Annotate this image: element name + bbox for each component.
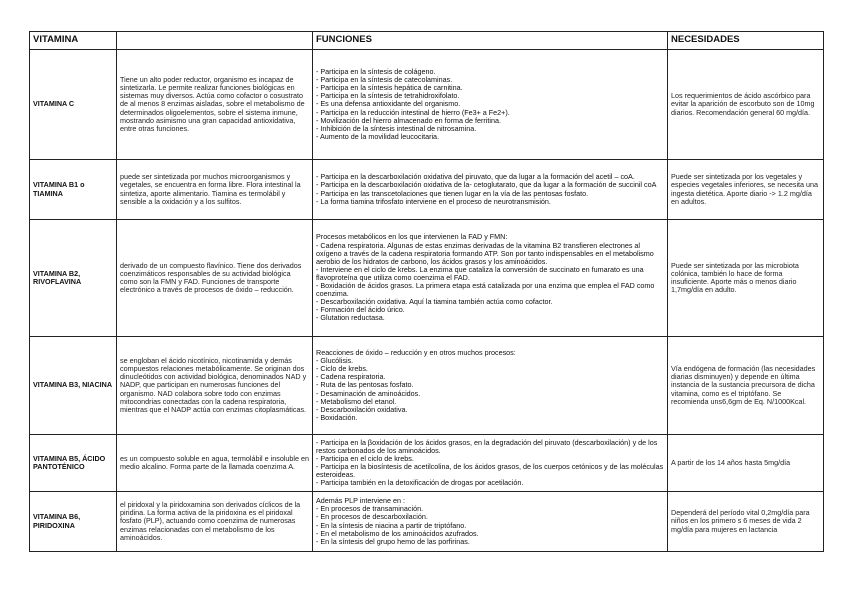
function-item: - Inhibición de la síntesis intestinal de nitrosamina. xyxy=(316,123,477,133)
function-item: - Boxidación. xyxy=(316,412,358,422)
vitamin-name: VITAMINA C xyxy=(30,50,117,160)
row-vitamina-b3 xyxy=(30,337,824,435)
function-item: - Movilización del hierro almacenado en forma de ferritina. xyxy=(316,115,501,125)
vitamin-functions xyxy=(313,220,668,337)
vitamin-name: VITAMINA B1 o TIAMINA xyxy=(30,160,117,220)
function-item: - Formación del ácido úrico. xyxy=(316,305,405,315)
function-item: - Participa también en la detoxificación de drogas por acetilación. xyxy=(316,478,524,488)
function-item: - Metabolismo del etanol. xyxy=(316,396,397,406)
header-vitamina: VITAMINA xyxy=(30,32,117,50)
header-necesidades: NECESIDADES xyxy=(668,32,824,50)
function-item: - En la síntesis de niacina a partir de triptófano. xyxy=(316,520,467,530)
row-vitamina-b6 xyxy=(30,492,824,552)
vitamin-functions xyxy=(313,160,668,220)
vitamin-needs: Vía endógena de formación (las necesidades diarias disminuyen) y depende en última instancia de la sustancia precursora de dicha vitamina, como es el triptófano. Se recomienda uns6,6gm de Eq. N/1000Kcal. xyxy=(668,337,824,435)
function-item: - Cadena respiratoria. xyxy=(316,372,386,382)
function-item: - En el metabolismo de los aminoácidos azufrados. xyxy=(316,528,479,538)
function-item: Procesos metabólicos en los que intervienen la FAD y FMN: xyxy=(316,232,508,242)
function-item: - Participa en la biosíntesis de acetilcolina, de los ácidos grasos, de los cuerpos cetónicos y de las moléculas esteroideas. xyxy=(316,462,664,480)
header-description xyxy=(117,32,313,50)
function-item: - En la síntesis del grupo hemo de las porfirinas. xyxy=(316,536,470,546)
function-item: - Ciclo de krebs. xyxy=(316,364,368,374)
function-item: Además PLP interviene en : xyxy=(316,496,405,506)
function-item: - Es una defensa antioxidante del organismo. xyxy=(316,99,461,109)
function-item: - Descarboxilación oxidativa. xyxy=(316,404,408,414)
vitamin-functions xyxy=(313,337,668,435)
function-item: - En procesos de transaminación. xyxy=(316,504,424,514)
vitamin-name: VITAMINA B5, ÁCIDO PANTOTÉNICO xyxy=(30,435,117,492)
header-funciones: FUNCIONES xyxy=(313,32,668,50)
vitamin-name: VITAMINA B2, RIVOFLAVINA xyxy=(30,220,117,337)
function-item: - Cadena respiratoria. Algunas de estas enzimas derivadas de la vitamina B2 transfieren electrones al oxígeno a través de la cadena respiratoria formando ATP. Son por tanto indispensables en el metabolismo aerobio de los hidratos de carbono, los ácidos grasos y los aminoácidos. xyxy=(316,240,654,266)
vitamins-table xyxy=(29,31,824,552)
function-item: - Participa en la descarboxilación oxidativa de la- cetoglutarato, que da lugar a la formación de succinil coA xyxy=(316,180,657,190)
function-item: - Participa en la descarboxilación oxidativa del piruvato, que da lugar a la formación del acetil – coA. xyxy=(316,172,635,182)
vitamin-needs: Puede ser sintetizada por los vegetales y especies vegetales inferiores, se necesita una ingesta dietética. Aporte diario -> 1.2 mg/día en adultos. xyxy=(668,160,824,220)
function-item: Reacciones de óxido – reducción y en otros muchos procesos: xyxy=(316,348,516,358)
function-item: - Participa en el ciclo de krebs. xyxy=(316,453,414,463)
vitamin-description: derivado de un compuesto flavínico. Tiene dos derivados coenzimáticos responsables de su actividad biológica como son la FMN y FAD. Funciones de transporte electrónico a través de procesos de óxido – reducción. xyxy=(117,220,313,337)
function-item: - Glutation reductasa. xyxy=(316,313,385,323)
function-item: - Participa en la reducción intestinal de hierro (Fe3+ a Fe2+). xyxy=(316,107,510,117)
function-item: - Participa en la síntesis de tetrahidroxifolato. xyxy=(316,91,460,101)
vitamin-description: Tiene un alto poder reductor, organismo es incapaz de sintetizarla. Le permite realizar funciones biológicas en sistemas muy diversos. Actúa como cofactor o cosustrato de al menos 8 enzimas aisladas, sobre el metabolismo de determinados oligoelementos, sobre el sistema inmune, mostrando asimismo una gran capacidad antioxidativa, entre otras funciones. xyxy=(117,50,313,160)
row-vitamina-b2 xyxy=(30,220,824,337)
function-item: - Boxidación de ácidos grasos. La primera etapa está catalizada por una enzima que emplea el FAD como coenzima. xyxy=(316,281,655,299)
function-item: - En procesos de descarboxilación. xyxy=(316,512,428,522)
function-item: - Participa en la síntesis de colágeno. xyxy=(316,67,436,77)
function-item: - Participa en las transcetolaciones que tienen lugar en la vía de las pentosas fosfato. xyxy=(316,188,589,198)
vitamin-description: el piridoxal y la piridoxamina son derivados cíclicos de la piridina. La forma activa de la piridoxina es el piridoxal fosfato (PLP), actuando como coenzima de numerosas enzimas relacionadas con el metabolismo de los aminoácidos. xyxy=(117,492,313,552)
vitamin-needs: Los requerimientos de ácido ascórbico para evitar la aparición de escorbuto son de 10mg diarios. Recomendación general 60 mg/día. xyxy=(668,50,824,160)
vitamin-needs: A partir de los 14 años hasta 5mg/día xyxy=(668,435,824,492)
vitamin-name: VITAMINA B6, PIRIDOXINA xyxy=(30,492,117,552)
function-item: - Descarboxilación oxidativa. Aquí la tiamina también actúa como cofactor. xyxy=(316,297,553,307)
row-vitamina-b5 xyxy=(30,435,824,492)
function-item: - Glucólisis. xyxy=(316,356,354,366)
header-row xyxy=(30,32,824,50)
vitamin-functions xyxy=(313,492,668,552)
function-item: - Participa en la síntesis hepática de carnitina. xyxy=(316,83,463,93)
function-item: - Participa en la βoxidación de los ácidos grasos, en la degradación del piruvato (descarboxilación) y de los restos carbonados de los aminoácidos. xyxy=(316,437,658,455)
row-vitamina-c xyxy=(30,50,824,160)
function-item: - Participa en la síntesis de catecolaminas. xyxy=(316,75,453,85)
function-item: - Desaminación de aminoácidos. xyxy=(316,388,421,398)
function-item: - Aumento de la movilidad leucocitaria. xyxy=(316,131,440,141)
vitamin-needs: Dependerá del período vital 0,2mg/día para niños en los primero s 6 meses de vida 2 mg/día para mujeres en lactancia xyxy=(668,492,824,552)
function-item: - Interviene en el ciclo de krebs. La enzima que cataliza la conversión de succinato en fumarato es una flavoproteína que utiliza como coenzima el FAD. xyxy=(316,264,644,282)
row-vitamina-b1 xyxy=(30,160,824,220)
vitamin-functions xyxy=(313,435,668,492)
function-item: - Ruta de las pentosas fosfato. xyxy=(316,380,414,390)
vitamin-description: es un compuesto soluble en agua, termolábil e insoluble en medio alcalino. Forma parte de la llamada coenzima A. xyxy=(117,435,313,492)
vitamin-functions xyxy=(313,50,668,160)
vitamin-description: se engloban el ácido nicotínico, nicotinamida y demás compuestos relaciones metabólicamente. Se originan dos dinucleótidos con actividad biológica, denominados NAD y NADP, que participan en numerosas funciones del organismo. NAD colabora sobre todo con enzimas mitocondrias conectadas con la cadena respiratoria, mientras que el NADP actúa con enzimas citoplasmáticas. xyxy=(117,337,313,435)
vitamin-name: VITAMINA B3, NIACINA xyxy=(30,337,117,435)
vitamin-needs: Puede ser sintetizada por las microbiota colónica, también lo hace de forma insuficiente. Aporte más o menos diario 1,7mg/día en adulto. xyxy=(668,220,824,337)
function-item: - La forma tiamina trifosfato interviene en el proceso de neurotransmisión. xyxy=(316,196,551,206)
vitamin-description: puede ser sintetizada por muchos microorganismos y vegetales, se encuentra en forma libre. Flora intestinal la sintetiza, aporte alimentario. Tiamina es termolábil y sensible a la oxidación y a los sulfitos. xyxy=(117,160,313,220)
